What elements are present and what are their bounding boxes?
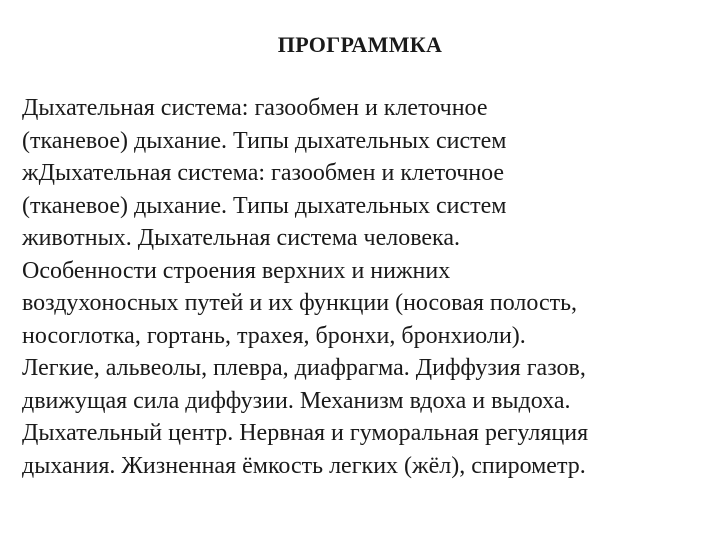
text-line: Легкие, альвеолы, плевра, диафрагма. Диффузия газов, bbox=[22, 355, 586, 381]
text-line: дыхания. Жизненная ёмкость легких (жёл), спирометр. bbox=[22, 452, 586, 479]
text-line: Дыхательная система: газообмен и клеточное bbox=[22, 95, 488, 121]
text-line: жДыхательная система: газообмен и клеточное bbox=[22, 160, 505, 186]
slide-title: ПРОГРАММКА bbox=[277, 32, 443, 57]
text-line: (тканевое) дыхание. Типы дыхательных систем bbox=[22, 127, 507, 154]
text-line: воздухоносных путей и их функции (носовая полость, bbox=[22, 290, 578, 316]
text-line: носоглотка, гортань, трахея, бронхи, бронхиоли). bbox=[22, 322, 526, 349]
text-line: Особенности строения верхних и нижних bbox=[22, 257, 451, 284]
text-line: движущая сила диффузии. Механизм вдоха и выдоха. bbox=[22, 387, 571, 414]
slide-body-text bbox=[22, 92, 712, 482]
text-line: животных. Дыхательная система человека. bbox=[22, 225, 460, 251]
text-line: Дыхательный центр. Нервная и гуморальная регуляция bbox=[22, 420, 589, 446]
text-line: (тканевое) дыхание. Типы дыхательных систем bbox=[22, 192, 507, 219]
